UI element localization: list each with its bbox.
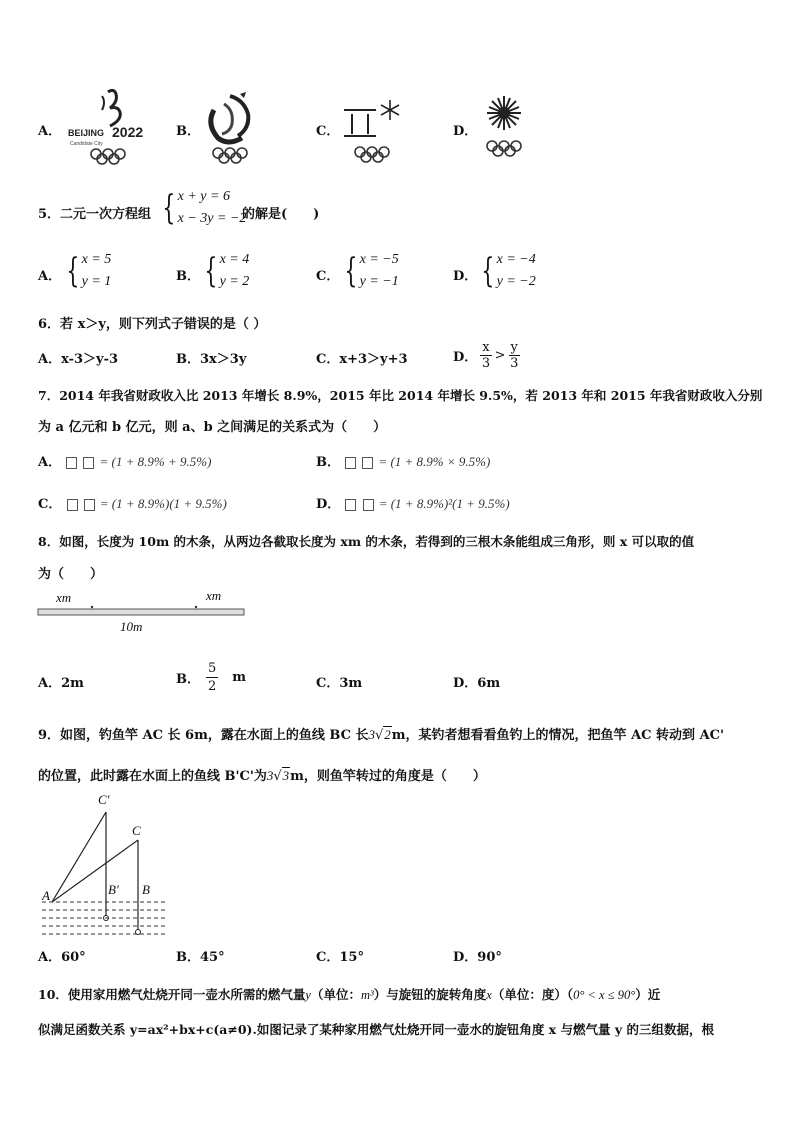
fraction-5-over-2 <box>206 660 218 695</box>
q9-line1-radicand: 2 <box>384 727 391 742</box>
q4-option-d-label: D． <box>453 124 478 139</box>
placeholder-box-icon <box>66 457 77 469</box>
q9-line2-post: m，则鱼竿转过的角度是（ ） <box>290 769 486 784</box>
abstract-swirl-logo-icon <box>200 90 262 168</box>
q5-option-c[interactable] <box>340 249 399 293</box>
q9-option-a[interactable]: A．60° <box>38 950 86 965</box>
q4-option-b-label: B． <box>176 124 200 139</box>
q6-option-c[interactable]: C．x+3＞y+3 <box>316 352 408 367</box>
q8-stem-line-1: 8．如图，长度为 10m 的木条，从两边各截取长度为 xm 的木条，若得到的三根木条能组成三角形，则 x 可以取的值 <box>38 534 695 549</box>
snowflake-logo-icon <box>476 94 532 160</box>
q8-stick-figure <box>36 590 248 636</box>
q9-option-d[interactable]: D．90° <box>453 950 502 965</box>
gate-star-logo-icon <box>340 98 406 168</box>
q9-line2-pre: 的位置，此时露在水面上的鱼线 B'C'为 <box>38 769 267 784</box>
q9-fishing-rod-figure <box>38 792 178 940</box>
brace-icon: { <box>66 251 80 291</box>
fraction-x-over-3 <box>480 340 491 371</box>
sqrt-icon: √ <box>375 728 384 743</box>
q7-option-d[interactable] <box>316 493 510 512</box>
q9-line2-radicand: 3 <box>282 768 290 783</box>
q7-option-d-formula: = (1 + 8.9%)²(1 + 9.5%) <box>378 496 510 511</box>
q5-a-line-2: y = 1 <box>81 274 112 289</box>
q9-line1-pre: 9．如图，钓鱼竿 AC 长 6m，露在水面上的鱼线 BC 长 <box>38 728 369 743</box>
q7-option-b-formula: = (1 + 8.9% × 9.5%) <box>378 454 491 469</box>
fraction-denominator: 2 <box>208 679 217 694</box>
brace-icon: { <box>344 251 358 291</box>
placeholder-box-icon <box>83 457 94 469</box>
placeholder-box-icon <box>84 499 95 511</box>
q5-a-line-1: x = 5 <box>81 252 112 267</box>
q7-option-b-label: B． <box>316 455 340 470</box>
q10-line1-post: ）近 <box>635 987 661 1002</box>
placeholder-box-icon <box>362 457 373 469</box>
q9-stem-line-2 <box>38 765 486 784</box>
fishing-rod-diagram <box>38 792 178 940</box>
fraction-numerator: y <box>510 340 518 355</box>
q10-line1-range: 0° < x ≤ 90° <box>573 988 636 1002</box>
q7-option-a-label: A． <box>38 455 62 470</box>
q5-b-line-1: x = 4 <box>219 252 250 267</box>
q7-option-c-label: C． <box>38 497 62 512</box>
placeholder-box-icon <box>345 457 356 469</box>
q5-option-b[interactable] <box>200 249 249 293</box>
q5-equation-system <box>158 186 246 230</box>
q9-label-A: A <box>42 888 50 903</box>
q8-option-b-label: B． <box>176 672 200 687</box>
placeholder-box-icon <box>67 499 78 511</box>
q9-label-C: C <box>132 823 141 838</box>
q7-option-a-formula: = (1 + 8.9% + 9.5%) <box>99 454 212 469</box>
q8-option-a[interactable]: A．2m <box>38 676 84 691</box>
q8-label-10m: 10m <box>120 619 143 634</box>
q7-option-c[interactable] <box>38 493 227 512</box>
q9-line1-coef: 3 <box>368 727 375 742</box>
q8-label-left-xm: xm <box>56 590 72 605</box>
q7-stem-line-1: 7．2014 年我省财政收入比 2013 年增长 8.9%，2015 年比 2014 年增长 9.5%，若 2013 年和 2015 年我省财政收入分别 <box>38 388 763 403</box>
q10-stem-line-2: 似满足函数关系 y=ax²+bx+c(a≠0).如图记录了某种家用燃气灶烧开同一壶水的旋钮角度 x 与燃气量 y 的三组数据，根 <box>38 1022 714 1037</box>
q10-line1-mid3: （单位：度）（ <box>491 987 574 1002</box>
q10-line1-pre: 10．使用家用燃气灶烧开同一壶水所需的燃气量 <box>38 987 306 1002</box>
q9-line1-post: m，某钓者想看看鱼钓上的情况，把鱼竿 AC 转动到 AC' <box>391 728 724 743</box>
q5-c-line-1: x = −5 <box>359 252 399 267</box>
q5-option-d[interactable] <box>477 249 536 293</box>
q5-option-a[interactable] <box>62 249 111 293</box>
greater-than-sign: > <box>494 348 506 363</box>
q6-option-b[interactable]: B．3x＞3y <box>176 352 247 367</box>
q8-option-b[interactable] <box>176 660 246 695</box>
q5-d-line-2: y = −2 <box>496 274 536 289</box>
q6-stem: 6．若 x＞y，则下列式子错误的是（ ） <box>38 317 267 332</box>
q4-option-a-label: A． <box>38 124 62 139</box>
brace-icon: { <box>481 251 495 291</box>
q10-line1-mid: （单位： <box>310 987 361 1002</box>
q7-option-c-formula: = (1 + 8.9%)(1 + 9.5%) <box>99 496 227 511</box>
q9-label-B-prime: B′ <box>108 882 119 897</box>
q9-label-C-prime: C′ <box>98 792 110 807</box>
q9-stem-line-1 <box>38 724 724 743</box>
placeholder-box-icon <box>345 499 356 511</box>
brace-icon: { <box>162 188 176 228</box>
q5-option-d-label: D． <box>453 269 478 284</box>
q7-option-b[interactable] <box>316 451 490 470</box>
q6-option-d-label: D． <box>453 350 478 365</box>
svg-text:BEIJING: BEIJING <box>68 128 105 138</box>
logo-option-b <box>200 90 262 168</box>
beijing-2022-logo-icon <box>66 86 158 168</box>
q9-option-c[interactable]: C．15° <box>316 950 364 965</box>
brace-icon: { <box>204 251 218 291</box>
q7-option-a[interactable] <box>38 451 211 470</box>
logo-beijing-2022 <box>66 86 158 168</box>
logo-option-c <box>340 98 406 168</box>
q6-option-a[interactable]: A．x-3＞y-3 <box>38 352 119 367</box>
q10-line1-x: x <box>486 988 492 1002</box>
q9-label-B: B <box>142 882 150 897</box>
fraction-numerator: 5 <box>208 661 217 676</box>
q8-stem-line-2: 为（ ） <box>38 567 104 582</box>
q5-eq-line-1: x + y = 6 <box>177 189 230 204</box>
q10-line1-mid2: ）与旋钮的旋转角度 <box>373 987 487 1002</box>
q5-stem-post: 的解是( ) <box>242 207 320 222</box>
placeholder-box-icon <box>363 499 374 511</box>
logo-option-d <box>476 94 532 160</box>
q8-option-d[interactable]: D．6m <box>453 676 501 691</box>
svg-text:2022: 2022 <box>112 124 144 140</box>
q8-option-b-unit: m <box>232 670 247 685</box>
fraction-denominator: 3 <box>510 356 519 371</box>
q5-option-c-label: C． <box>316 269 340 284</box>
fraction-denominator: 3 <box>481 356 491 371</box>
svg-text:Candidate City: Candidate City <box>70 141 103 147</box>
fraction-y-over-3 <box>509 340 520 371</box>
q10-stem-line-1 <box>38 985 660 1003</box>
q7-stem-line-2: 为 a 亿元和 b 亿元，则 a、b 之间满足的关系式为（ ） <box>38 420 387 435</box>
q4-option-c-label: C． <box>316 124 340 139</box>
q5-c-line-2: y = −1 <box>359 274 399 289</box>
q8-option-c[interactable]: C．3m <box>316 676 363 691</box>
q5-eq-line-2: x − 3y = −2 <box>177 211 247 226</box>
q10-line1-y: y <box>305 988 311 1002</box>
q10-line1-unit: m³ <box>360 988 374 1002</box>
q9-line2-coef: 3 <box>266 768 274 783</box>
q9-option-b[interactable]: B．45° <box>176 950 225 965</box>
q7-option-d-label: D． <box>316 497 341 512</box>
q5-option-b-label: B． <box>176 269 200 284</box>
sqrt-icon: √ <box>273 769 282 784</box>
q6-option-d[interactable] <box>453 340 520 371</box>
fraction-numerator: x <box>482 340 490 355</box>
q5-d-line-1: x = −4 <box>496 252 536 267</box>
q5-b-line-2: y = 2 <box>219 274 250 289</box>
q5-stem-pre: 5．二元一次方程组 <box>38 207 152 222</box>
q8-label-right-xm: xm <box>206 588 222 603</box>
q5-option-a-label: A． <box>38 269 62 284</box>
